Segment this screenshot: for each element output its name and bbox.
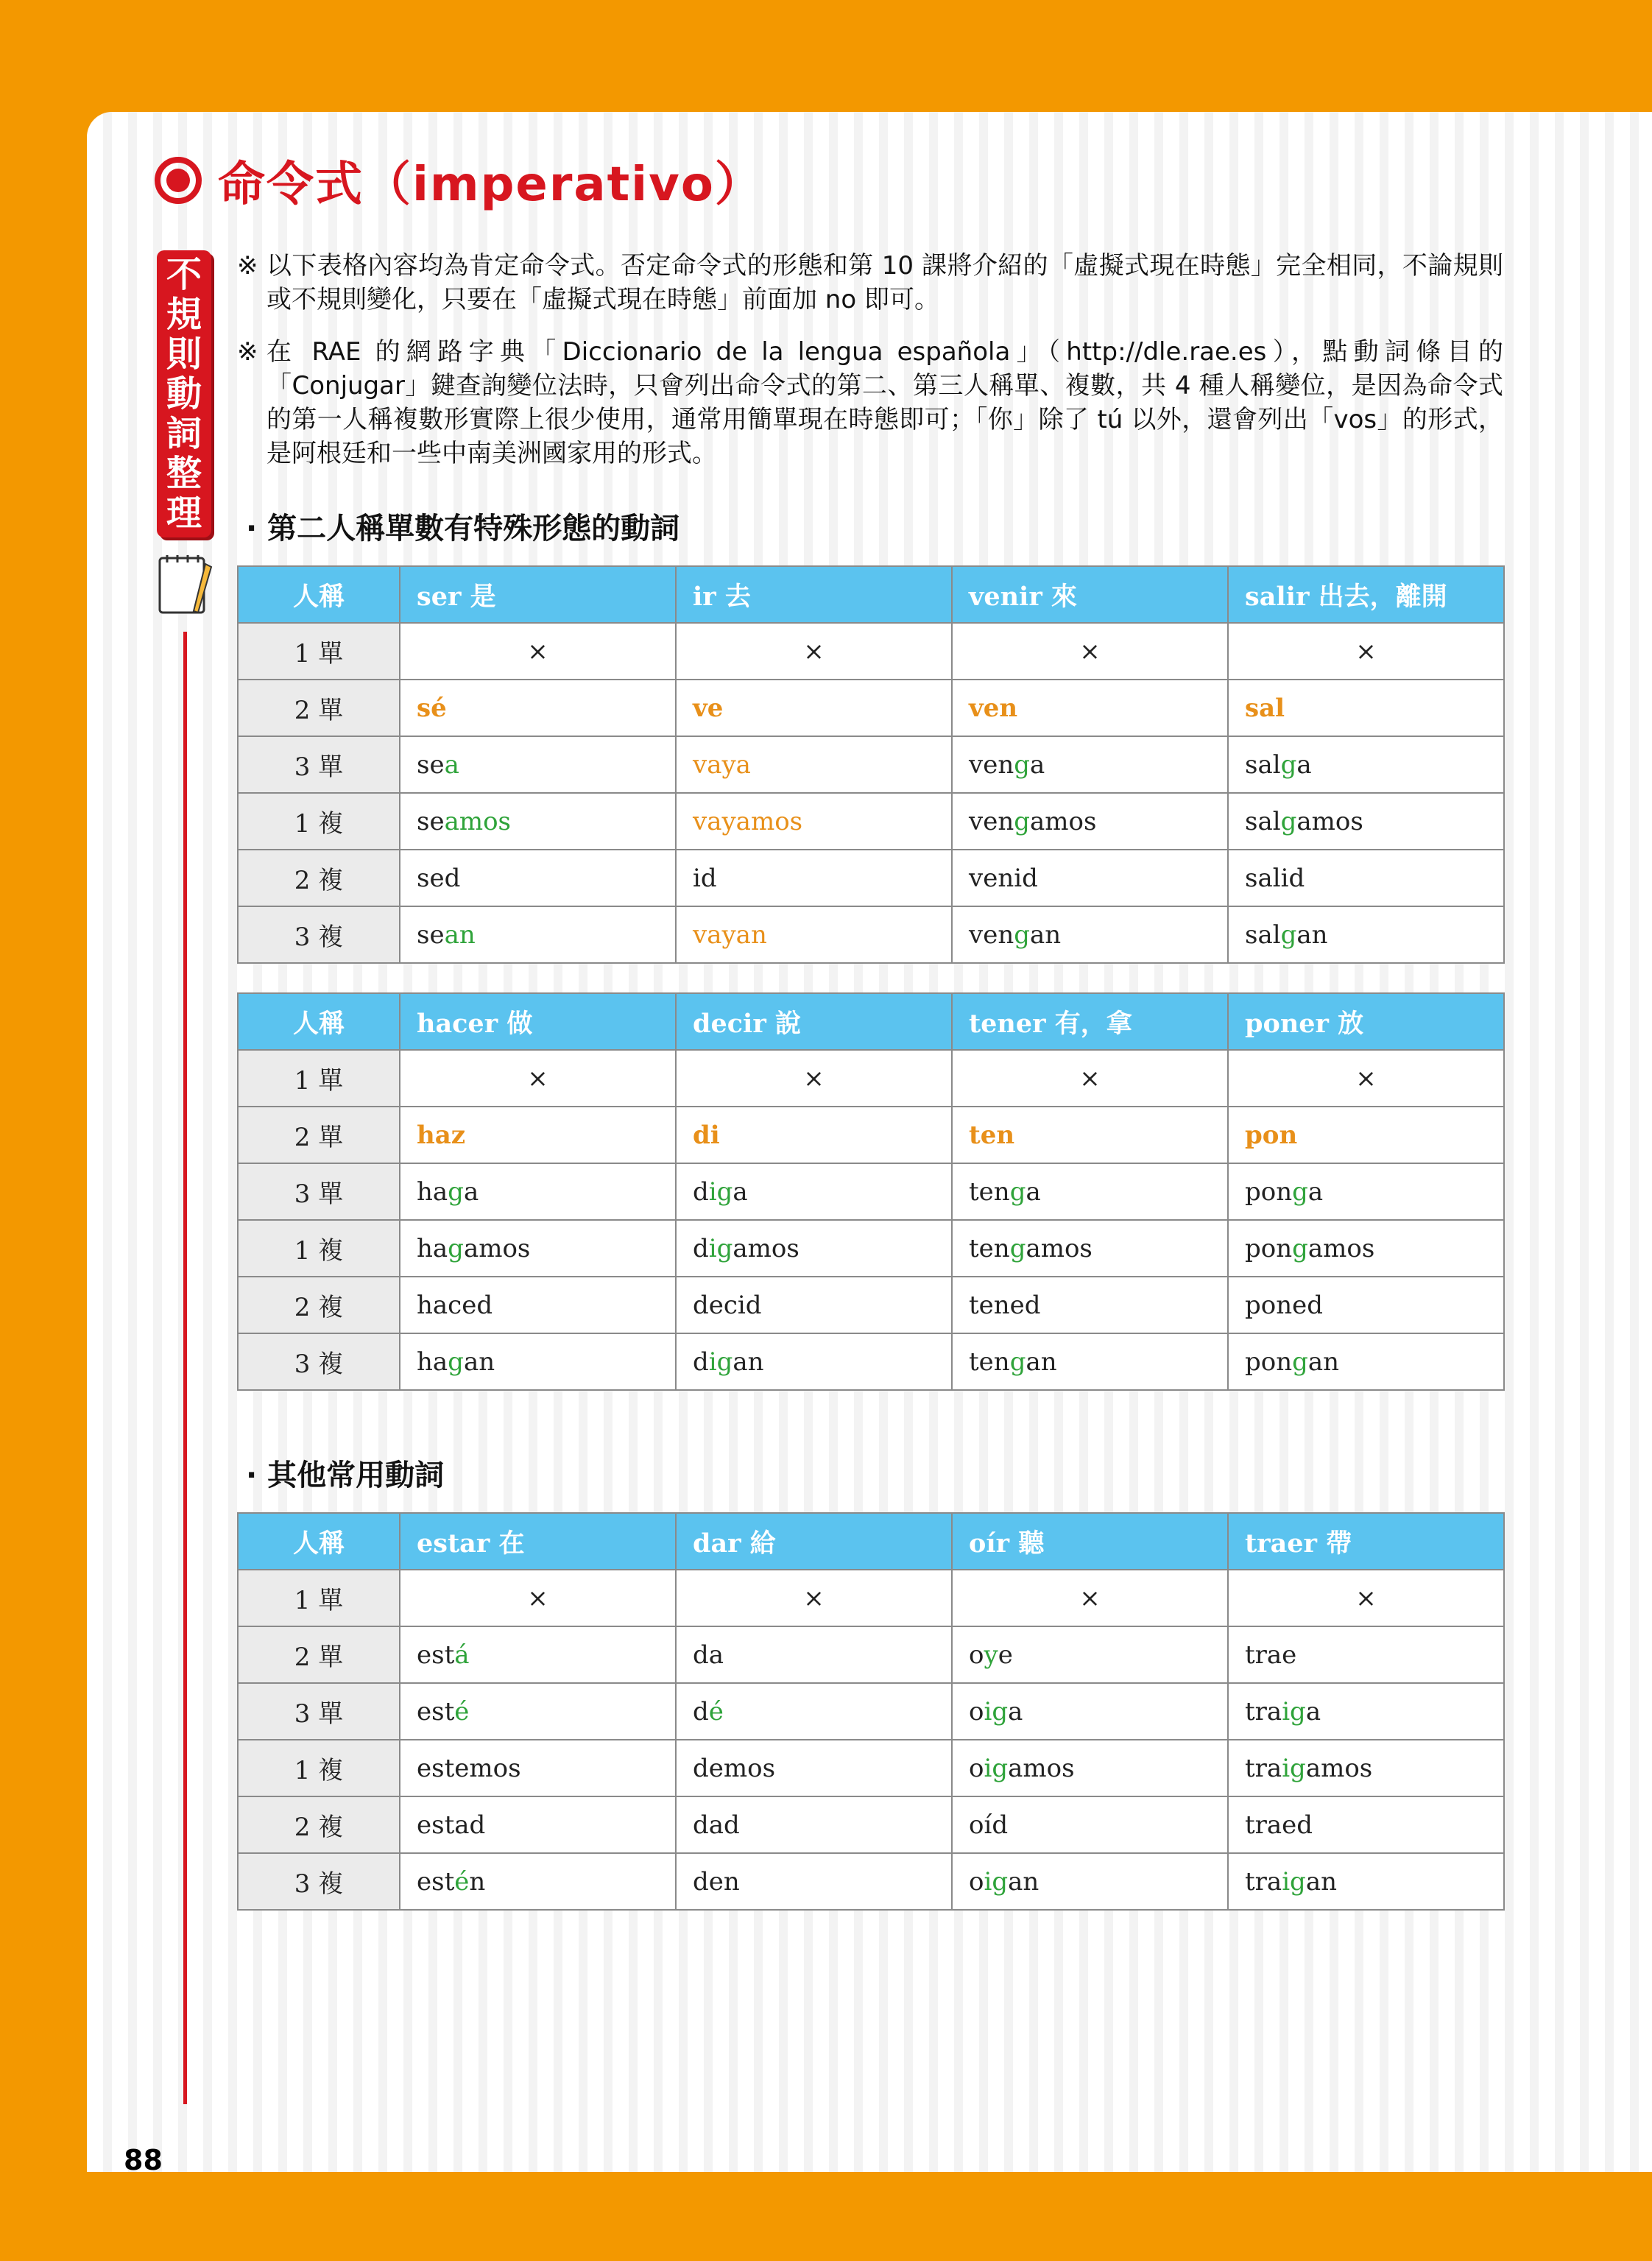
form-fragment: decid [693, 1290, 762, 1320]
irregular-stem-fragment: g [1014, 920, 1030, 950]
conjugation-cell [400, 1626, 676, 1683]
person-header: 人稱 [238, 566, 400, 623]
form-fragment: a [1008, 1696, 1023, 1726]
conjugation-cell [400, 1333, 676, 1390]
highlighted-form: di [693, 1120, 720, 1150]
conjugation-cell [952, 906, 1228, 963]
form-fragment: se [417, 806, 445, 836]
form-fragment: amos [463, 1233, 531, 1263]
conjugation-cell [676, 1107, 952, 1163]
irregular-stem-fragment: ig [708, 1347, 733, 1377]
irregular-stem-fragment: ig [1282, 1696, 1306, 1726]
verb-header: salir 出去，離開 [1228, 566, 1504, 623]
irregular-stem-fragment: ig [984, 1753, 1009, 1783]
form-fragment: d [693, 1233, 709, 1263]
form-fragment: amos [733, 1233, 799, 1263]
table-header-row [238, 566, 1504, 623]
conjugation-cell [1228, 850, 1504, 906]
person-cell: 1 單 [238, 623, 400, 680]
table-row [238, 906, 1504, 963]
conjugation-cell [1228, 1107, 1504, 1163]
form-fragment: dad [693, 1810, 740, 1840]
conjugation-cell [952, 1796, 1228, 1853]
form-fragment: an [1307, 1347, 1340, 1377]
irregular-stem-fragment: ig [708, 1177, 733, 1207]
verb-header: ir 去 [676, 566, 952, 623]
form-fragment: d [693, 1177, 709, 1207]
form-fragment: an [1008, 1866, 1039, 1897]
conjugation-cell [952, 1570, 1228, 1626]
conjugation-cell [1228, 1853, 1504, 1910]
highlighted-form: ven [969, 693, 1018, 723]
highlighted-form: sé [417, 693, 447, 723]
person-cell: 2 複 [238, 1796, 400, 1853]
form-fragment: × [527, 636, 548, 666]
person-cell: 1 複 [238, 1220, 400, 1277]
conjugation-cell [676, 1683, 952, 1740]
section-title-other-verbs: · 其他常用動詞 [246, 1458, 445, 1492]
irregular-stem-fragment: g [448, 1233, 464, 1263]
conjugation-cell [952, 1050, 1228, 1107]
form-fragment: estemos [417, 1753, 521, 1783]
form-fragment: demos [693, 1753, 776, 1783]
form-fragment: n [469, 1866, 486, 1897]
highlighted-form: sal [1245, 693, 1285, 723]
target-bullet-icon [155, 157, 202, 204]
conjugation-cell [676, 1626, 952, 1683]
irregular-stem-fragment: g [1014, 749, 1030, 780]
conjugation-cell [676, 906, 952, 963]
form-fragment: an [733, 1347, 764, 1377]
conjugation-cell [400, 1107, 676, 1163]
conjugation-cell [1228, 1333, 1504, 1390]
table-row [238, 1570, 1504, 1626]
conjugation-cell [676, 1050, 952, 1107]
form-fragment: an [1296, 920, 1328, 950]
conjugation-cell [952, 1333, 1228, 1390]
form-fragment: poned [1245, 1290, 1324, 1320]
conjugation-cell [1228, 1740, 1504, 1796]
page-number: 88 [124, 2144, 163, 2176]
table-row [238, 1050, 1504, 1107]
form-fragment: × [803, 1063, 825, 1093]
person-header: 人稱 [238, 1513, 400, 1570]
person-cell: 1 複 [238, 1740, 400, 1796]
form-fragment: an [463, 1347, 495, 1377]
form-fragment: a [733, 1177, 748, 1207]
verb-header: dar 給 [676, 1513, 952, 1570]
table-row [238, 1740, 1504, 1796]
irregular-stem-fragment: g [448, 1177, 464, 1207]
conjugation-cell [1228, 680, 1504, 736]
side-tab-char: 理 [166, 493, 202, 534]
form-fragment: × [1079, 636, 1101, 666]
irregular-stem-fragment: g [448, 1347, 464, 1377]
conjugation-cell [400, 1050, 676, 1107]
conjugation-cell [676, 680, 952, 736]
conjugation-cell [952, 680, 1228, 736]
form-fragment: pon [1245, 1233, 1293, 1263]
conjugation-cell [400, 906, 676, 963]
highlighted-form: vaya [693, 749, 751, 780]
conjugation-cell [1228, 793, 1504, 850]
page-title: 命令式（imperativo） [218, 158, 763, 212]
person-cell: 3 複 [238, 906, 400, 963]
conjugation-cell [952, 850, 1228, 906]
table-row [238, 1277, 1504, 1333]
conjugation-cell [400, 793, 676, 850]
conjugation-cell [952, 1626, 1228, 1683]
conjugation-cell [400, 1277, 676, 1333]
side-tab-char: 整 [166, 453, 202, 494]
form-fragment: d [693, 1696, 709, 1726]
irregular-stem-fragment: g [1014, 806, 1030, 836]
conjugation-cell [676, 1277, 952, 1333]
conjugation-cell [1228, 623, 1504, 680]
irregular-stem-fragment: ig [1282, 1866, 1306, 1897]
irregular-stem-fragment: ig [1282, 1753, 1306, 1783]
irregular-stem-fragment: a [444, 749, 459, 780]
conjugation-cell [400, 1683, 676, 1740]
person-cell: 2 單 [238, 680, 400, 736]
conjugation-cell [1228, 1626, 1504, 1683]
conjugation-cell [400, 1570, 676, 1626]
form-fragment: × [1079, 1063, 1101, 1093]
note-mark: ※ [237, 337, 258, 367]
conjugation-cell [400, 1853, 676, 1910]
form-fragment: d [693, 1347, 709, 1377]
form-fragment: amos [1026, 1233, 1092, 1263]
form-fragment: o [969, 1753, 984, 1783]
conjugation-cell [952, 1853, 1228, 1910]
verb-header: ser 是 [400, 566, 676, 623]
note-text: 在 RAE 的網路字典「Diccionario de la lengua española」（http://dle.rae.es），點動詞條目的「Conjugar」鍵查詢變位法時，只會列出命令式的第二、第三人稱單、複數，共 4 種人稱變位，是因為命令式的第一人稱複數形實際上很少使用，通常用簡單現在時態即可；「你」除了 tú 以外，還會列出「vos」的形式，是阿根廷和一些中南美洲國家用的形式。 [266, 337, 1503, 468]
table-row [238, 680, 1504, 736]
form-fragment: amos [1307, 1233, 1375, 1263]
note-2 [237, 335, 1503, 470]
conjugation-cell [676, 1333, 952, 1390]
irregular-stem-fragment: á [454, 1640, 470, 1670]
table-row [238, 623, 1504, 680]
form-fragment: tra [1245, 1696, 1282, 1726]
conjugation-cell [676, 1570, 952, 1626]
irregular-stem-fragment: g [1009, 1177, 1026, 1207]
conjugation-cell [676, 736, 952, 793]
form-fragment: venid [969, 863, 1038, 893]
section-title-special-forms: · 第二人稱單數有特殊形態的動詞 [246, 512, 680, 546]
conjugation-cell [952, 1740, 1228, 1796]
form-fragment: pon [1245, 1347, 1293, 1377]
verb-header: traer 帶 [1228, 1513, 1504, 1570]
form-fragment: haced [417, 1290, 493, 1320]
form-fragment: amos [1008, 1753, 1075, 1783]
form-fragment: id [693, 863, 717, 893]
form-fragment: o [969, 1640, 984, 1670]
conjugation-table-1 [237, 565, 1505, 964]
person-cell: 3 複 [238, 1853, 400, 1910]
form-fragment: da [693, 1640, 724, 1670]
form-fragment: se [417, 920, 445, 950]
form-fragment: an [1030, 920, 1062, 950]
conjugation-cell [1228, 1163, 1504, 1220]
conjugation-cell [400, 680, 676, 736]
conjugation-cell [952, 623, 1228, 680]
conjugation-cell [400, 1740, 676, 1796]
form-fragment: × [1355, 1583, 1377, 1613]
conjugation-cell [676, 1220, 952, 1277]
conjugation-cell [1228, 1683, 1504, 1740]
conjugation-cell [676, 850, 952, 906]
conjugation-cell [952, 1220, 1228, 1277]
form-fragment: ten [969, 1177, 1010, 1207]
form-fragment: × [1079, 1583, 1101, 1613]
person-cell: 2 複 [238, 1277, 400, 1333]
form-fragment: an [1305, 1866, 1337, 1897]
note-1 [237, 249, 1503, 317]
person-cell: 2 複 [238, 850, 400, 906]
irregular-stem-fragment: g [1292, 1347, 1308, 1377]
form-fragment: est [417, 1866, 455, 1897]
conjugation-table-2 [237, 992, 1505, 1391]
form-fragment: ha [417, 1177, 448, 1207]
conjugation-cell [400, 736, 676, 793]
side-tab-char: 動 [166, 373, 202, 415]
irregular-stem-fragment: é [454, 1866, 470, 1897]
irregular-stem-fragment: g [1280, 749, 1297, 780]
conjugation-cell [676, 1796, 952, 1853]
form-fragment: trae [1245, 1640, 1297, 1670]
form-fragment: amos [1030, 806, 1097, 836]
conjugation-cell [1228, 1570, 1504, 1626]
form-fragment: × [803, 636, 825, 666]
table-row [238, 1163, 1504, 1220]
verb-header: tener 有，拿 [952, 993, 1228, 1050]
irregular-stem-fragment: y [984, 1640, 998, 1670]
person-header: 人稱 [238, 993, 400, 1050]
conjugation-cell [952, 1277, 1228, 1333]
irregular-stem-fragment: ig [984, 1696, 1009, 1726]
form-fragment: sal [1245, 920, 1281, 950]
form-fragment: den [693, 1866, 740, 1897]
page-title-row [155, 147, 763, 214]
irregular-stem-fragment: g [1009, 1347, 1026, 1377]
form-fragment: a [1026, 1177, 1041, 1207]
irregular-stem-fragment: g [1292, 1177, 1308, 1207]
form-fragment: ven [969, 806, 1014, 836]
form-fragment: ten [969, 1347, 1010, 1377]
highlighted-form: vayamos [693, 806, 803, 836]
table-row [238, 1333, 1504, 1390]
note-text: 以下表格內容均為肯定命令式。否定命令式的形態和第 10 課將介紹的「虛擬式現在時態」完全相同，不論規則或不規則變化，只要在「虛擬式現在時態」前面加 no 即可。 [266, 251, 1503, 314]
table-row [238, 1683, 1504, 1740]
form-fragment: sal [1245, 806, 1281, 836]
conjugation-cell [400, 1220, 676, 1277]
table-row [238, 1853, 1504, 1910]
form-fragment: o [969, 1696, 984, 1726]
person-cell: 1 複 [238, 793, 400, 850]
table-row [238, 736, 1504, 793]
table-header-row [238, 1513, 1504, 1570]
irregular-stem-fragment: g [1280, 806, 1297, 836]
form-fragment: estad [417, 1810, 486, 1840]
conjugation-cell [952, 793, 1228, 850]
side-tab-char: 規 [166, 294, 202, 335]
conjugation-cell [676, 1853, 952, 1910]
conjugation-cell [952, 1683, 1228, 1740]
person-cell: 3 複 [238, 1333, 400, 1390]
form-fragment: tened [969, 1290, 1041, 1320]
form-fragment: est [417, 1696, 455, 1726]
form-fragment: amos [1296, 806, 1363, 836]
form-fragment: a [463, 1177, 479, 1207]
form-fragment: ven [969, 920, 1014, 950]
irregular-stem-fragment: an [444, 920, 476, 950]
irregular-stem-fragment: amos [444, 806, 512, 836]
irregular-stem-fragment: g [1009, 1233, 1026, 1263]
form-fragment: ten [969, 1233, 1010, 1263]
form-fragment: est [417, 1640, 455, 1670]
person-cell: 1 單 [238, 1050, 400, 1107]
person-cell: 3 單 [238, 1163, 400, 1220]
form-fragment: a [1307, 1177, 1324, 1207]
table-row [238, 850, 1504, 906]
conjugation-cell [1228, 1220, 1504, 1277]
form-fragment: amos [1305, 1753, 1373, 1783]
conjugation-cell [400, 850, 676, 906]
conjugation-cell [1228, 906, 1504, 963]
conjugation-cell [400, 623, 676, 680]
form-fragment: × [527, 1063, 548, 1093]
conjugation-cell [1228, 1050, 1504, 1107]
form-fragment: a [1296, 749, 1312, 780]
highlighted-form: vayan [693, 920, 767, 950]
verb-header: estar 在 [400, 1513, 676, 1570]
form-fragment: an [1026, 1347, 1057, 1377]
table-row [238, 1107, 1504, 1163]
conjugation-cell [676, 623, 952, 680]
form-fragment: pon [1245, 1177, 1293, 1207]
form-fragment: ha [417, 1347, 448, 1377]
form-fragment: tra [1245, 1866, 1282, 1897]
table-row [238, 1220, 1504, 1277]
conjugation-cell [952, 1107, 1228, 1163]
conjugation-cell [1228, 1796, 1504, 1853]
form-fragment: × [1355, 1063, 1377, 1093]
conjugation-cell [952, 736, 1228, 793]
irregular-stem-fragment: g [1280, 920, 1297, 950]
side-tab-char: 不 [166, 254, 202, 295]
side-divider-line [183, 632, 187, 2104]
form-fragment: sed [417, 863, 461, 893]
highlighted-form: ten [969, 1120, 1015, 1150]
conjugation-cell [676, 1163, 952, 1220]
person-cell: 1 單 [238, 1570, 400, 1626]
person-cell: 2 單 [238, 1107, 400, 1163]
verb-header: hacer 做 [400, 993, 676, 1050]
form-fragment: o [969, 1866, 984, 1897]
form-fragment: ha [417, 1233, 448, 1263]
form-fragment: × [1355, 636, 1377, 666]
conjugation-cell [1228, 1277, 1504, 1333]
form-fragment: ven [969, 749, 1014, 780]
table-header-row [238, 993, 1504, 1050]
form-fragment: a [1305, 1696, 1321, 1726]
conjugation-cell [1228, 736, 1504, 793]
side-tab-irregular-verbs [157, 250, 211, 537]
side-tab-char: 詞 [166, 413, 202, 454]
irregular-stem-fragment: é [708, 1696, 724, 1726]
form-fragment: × [527, 1583, 548, 1613]
highlighted-form: haz [417, 1120, 466, 1150]
form-fragment: a [1030, 749, 1045, 780]
conjugation-cell [400, 1163, 676, 1220]
side-tab-char: 則 [166, 334, 202, 375]
irregular-stem-fragment: ig [984, 1866, 1009, 1897]
form-fragment: se [417, 749, 445, 780]
verb-header: decir 說 [676, 993, 952, 1050]
verb-header: venir 來 [952, 566, 1228, 623]
conjugation-cell [676, 1740, 952, 1796]
form-fragment: e [998, 1640, 1013, 1670]
form-fragment: sal [1245, 749, 1281, 780]
conjugation-cell [400, 1796, 676, 1853]
form-fragment: × [803, 1583, 825, 1613]
highlighted-form: ve [693, 693, 724, 723]
verb-header: oír 聽 [952, 1513, 1228, 1570]
irregular-stem-fragment: é [454, 1696, 470, 1726]
conjugation-cell [952, 1163, 1228, 1220]
note-mark: ※ [237, 251, 258, 281]
conjugation-cell [676, 793, 952, 850]
form-fragment: oíd [969, 1810, 1009, 1840]
irregular-stem-fragment: ig [708, 1233, 733, 1263]
highlighted-form: pon [1245, 1120, 1298, 1150]
verb-header: poner 放 [1228, 993, 1504, 1050]
table-row [238, 793, 1504, 850]
person-cell: 3 單 [238, 1683, 400, 1740]
notebook-pencil-icon [157, 554, 213, 617]
conjugation-table-3 [237, 1512, 1505, 1911]
irregular-stem-fragment: g [1292, 1233, 1308, 1263]
person-cell: 3 單 [238, 736, 400, 793]
form-fragment: tra [1245, 1753, 1282, 1783]
form-fragment: salid [1245, 863, 1305, 893]
person-cell: 2 單 [238, 1626, 400, 1683]
form-fragment: traed [1245, 1810, 1313, 1840]
table-row [238, 1626, 1504, 1683]
table-row [238, 1796, 1504, 1853]
